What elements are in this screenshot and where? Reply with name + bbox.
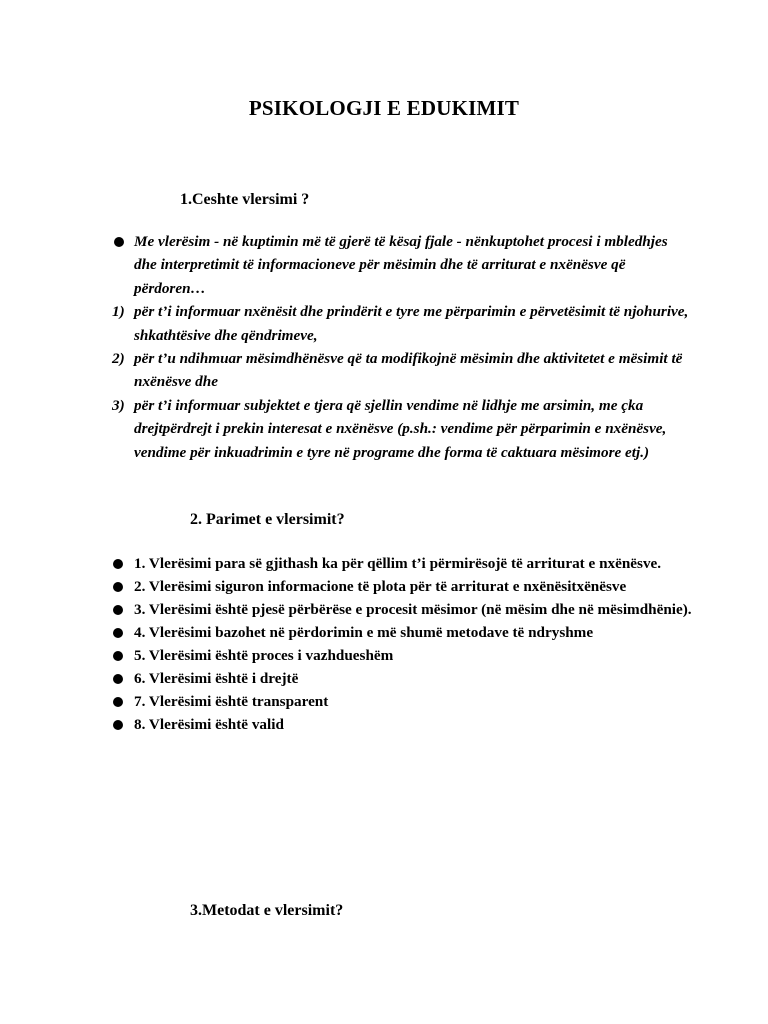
list-item: [0, 621, 694, 644]
section-heading-3: 3.Metodat e vlersimit?: [190, 902, 344, 919]
item-number: 3): [112, 396, 125, 414]
list-item: [0, 552, 694, 575]
list-item-text: 1. Vlerësimi para së gjithash ka për qëllim t’i përmirësojë të arriturat e nxënësve.: [134, 555, 662, 572]
section-heading-1: 1.Ceshte vlersimi ?: [180, 191, 310, 208]
bullet-icon: [113, 628, 123, 638]
list-item-text: 5. Vlerësimi është proces i vazhdueshëm: [134, 647, 394, 664]
list-item: [0, 667, 694, 690]
list-item-text: 8. Vlerësimi është valid: [134, 716, 284, 733]
list-item: [0, 575, 694, 598]
item-number: 1): [112, 303, 125, 321]
intro-paragraph: [0, 230, 694, 300]
item-text: për t’i informuar subjektet e tjera që sjellin vendime në lidhje me arsimin, me çka drejtpërdrejt i prekin interesat e nxënësve (p.sh.: vendime për përparimin e nxënësve, vendime për inkuadrimin e tyre në programe dhe forma të caktuara mësimore etj.): [134, 396, 667, 461]
list-item-text: 6. Vlerësimi është i drejtë: [134, 670, 299, 687]
numbered-item: [0, 347, 694, 394]
item-number: 2): [112, 350, 125, 368]
numbered-item: [0, 300, 694, 347]
bullet-icon: [113, 605, 123, 615]
item-text: për t’u ndihmuar mësimdhënësve që ta modifikojnë mësimin dhe aktivitetet e mësimit të nxënësve dhe: [134, 350, 683, 391]
list-item-text: 7. Vlerësimi është transparent: [134, 693, 329, 710]
list-item-text: 3. Vlerësimi është pjesë përbërëse e procesit mësimor (në mësim dhe në mësimdhënie).: [134, 601, 692, 618]
intro-text: Me vlerësim - në kuptimin më të gjerë të kësaj fjale - nënkuptohet procesi i mbledhjes dhe interpretimit të informacioneve për mësimin dhe të arriturat e nxënësve që përdoren…: [134, 233, 668, 297]
bullet-icon: [113, 674, 123, 684]
bullet-icon: [113, 697, 123, 707]
bullet-icon: [113, 651, 123, 661]
bullet-icon: [114, 237, 124, 247]
list-item: [0, 690, 694, 713]
bullet-icon: [113, 559, 123, 569]
section-1-body: [0, 230, 768, 464]
list-item-text: 2. Vlerësimi siguron informacione të plota për të arriturat e nxënësitxënësve: [134, 578, 627, 595]
bullet-icon: [113, 720, 123, 730]
bullet-icon: [113, 582, 123, 592]
list-item: [0, 644, 694, 667]
section-heading-2: 2. Parimet e vlersimit?: [190, 511, 345, 528]
section-2-list: [0, 552, 768, 736]
item-text: për t’i informuar nxënësit dhe prindërit e tyre me përparimin e përvetësimit të njohurive, shkathtësive dhe qëndrimeve,: [134, 303, 689, 344]
page-title: PSIKOLOGJI E EDUKIMIT: [248, 96, 520, 120]
numbered-item: [0, 394, 694, 464]
list-item: [0, 598, 694, 621]
list-item-text: 4. Vlerësimi bazohet në përdorimin e më shumë metodave të ndryshme: [134, 624, 594, 641]
list-item: [0, 713, 694, 736]
